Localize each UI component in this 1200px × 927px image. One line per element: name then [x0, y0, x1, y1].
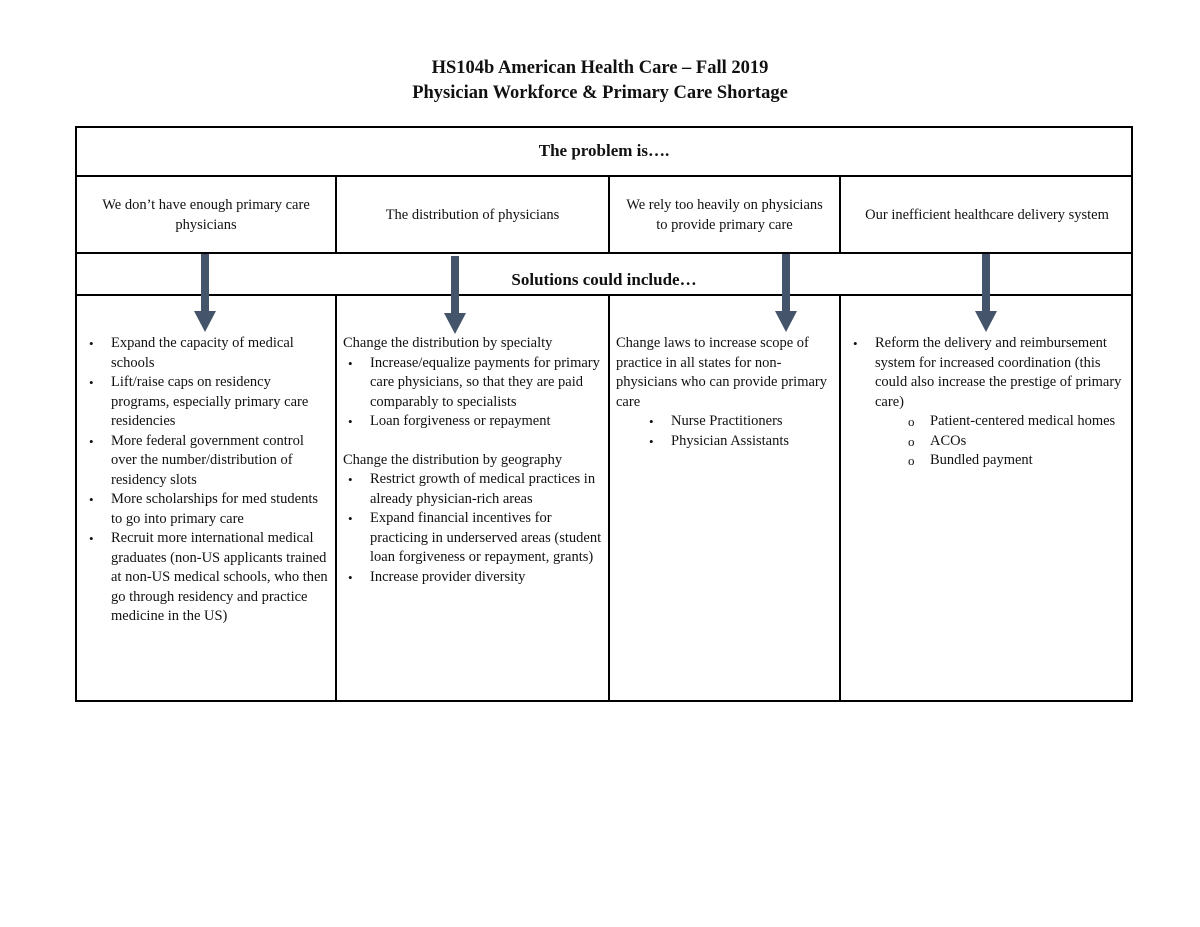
- list-item: • Physician Assistants: [671, 432, 834, 452]
- list-item: • Nurse Practitioners: [671, 412, 834, 432]
- problem-cell: Our inefficient healthcare delivery system: [865, 206, 1109, 223]
- solution-list: [343, 354, 605, 432]
- list-item: • Recruit more international medical graduates (non-US applicants trained at non-US medical schools, who then go through residency and practice medicine in the US): [111, 529, 329, 627]
- problem-cell: We don’t have enough primary care physicians: [102, 196, 310, 233]
- list-item: • Expand the capacity of medical schools: [111, 334, 329, 373]
- section-intro: Change the distribution by specialty: [343, 335, 553, 351]
- list-item: • More federal government control over the number/distribution of residency slots: [111, 432, 329, 491]
- table-rule: [608, 295, 610, 702]
- list-item: • Expand financial incentives for practicing in underserved areas (student loan forgiveness or repayment, grants): [370, 509, 605, 568]
- sub-list-item: o Bundled payment: [930, 451, 1131, 471]
- down-arrow-icon: [444, 256, 466, 334]
- document-subtitle: Physician Workforce & Primary Care Shortage: [412, 83, 788, 103]
- list-item-text: Reform the delivery and reimbursement system for increased coordination (this could also increase the prestige of primary care): [875, 335, 1122, 410]
- problem-cell: The distribution of physicians: [385, 206, 560, 223]
- sub-list-item: o Patient-centered medical homes: [930, 412, 1131, 432]
- down-arrow-icon: [775, 254, 797, 332]
- problem-heading: The problem is….: [538, 141, 670, 160]
- solution-cell-scope: [616, 334, 834, 451]
- table-rule: [839, 295, 841, 702]
- table-rule: [335, 295, 337, 702]
- list-item: • Lift/raise caps on residency programs, especially primary care residencies: [111, 373, 329, 432]
- section-intro: Change laws to increase scope of practice in all states for non-physicians who can provide primary care: [616, 335, 828, 410]
- document-title-block: [0, 56, 1200, 106]
- solutions-heading: Solutions could include…: [511, 270, 697, 289]
- solution-cell-distribution: [343, 334, 605, 587]
- list-item: • Increase/equalize payments for primary care physicians, so that they are paid comparably to specialists: [370, 354, 605, 413]
- sub-list: [875, 412, 1131, 471]
- document-title: HS104b American Health Care – Fall 2019: [431, 58, 769, 78]
- solution-list: [343, 470, 605, 587]
- table-rule: [77, 294, 1131, 296]
- list-item: [875, 334, 1131, 471]
- solution-cell-delivery: [875, 334, 1131, 471]
- problem-cell: We rely too heavily on physicians to provide primary care: [626, 196, 823, 233]
- down-arrow-icon: [975, 254, 997, 332]
- list-item: • Increase provider diversity: [370, 568, 605, 588]
- list-item: • Restrict growth of medical practices in already physician-rich areas: [370, 470, 605, 509]
- solution-cell-supply: [111, 334, 329, 627]
- list-item: • More scholarships for med students to go into primary care: [111, 490, 329, 529]
- list-item: • Loan forgiveness or repayment: [370, 412, 605, 432]
- solution-list: [616, 412, 834, 451]
- down-arrow-icon: [194, 254, 216, 332]
- sub-list-item: o ACOs: [930, 432, 1131, 452]
- section-intro: Change the distribution by geography: [343, 451, 563, 468]
- problem-solution-table: [75, 126, 1133, 702]
- solution-list: [875, 334, 1131, 471]
- solution-list: [111, 334, 329, 627]
